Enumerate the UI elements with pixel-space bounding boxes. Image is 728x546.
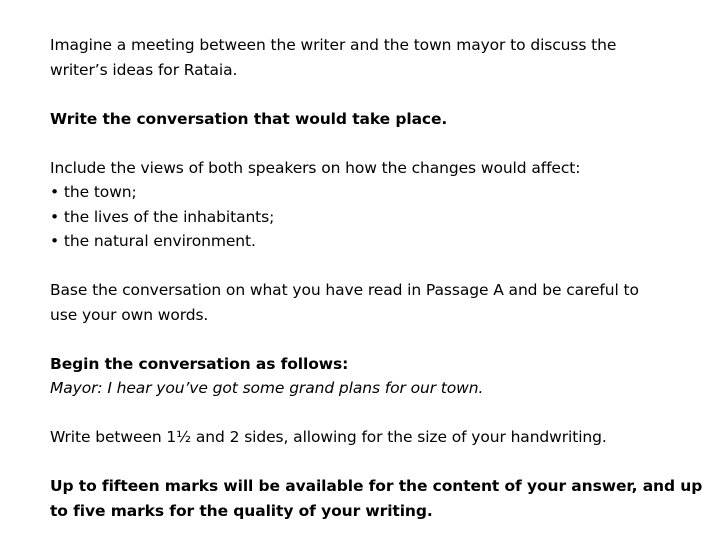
begin-heading: Begin the conversation as follows: [50,354,349,373]
bullet-item: • the lives of the inhabitants; [50,207,275,226]
base-line: Base the conversation on what you have read in Passage A and be careful to [50,281,639,299]
task-line: Write the conversation that would take place. [50,109,448,128]
base-paragraph [50,278,708,327]
bullet-item: • the natural environment. [50,232,256,250]
intro-line: Imagine a meeting between the writer and the town mayor to discuss the [50,36,617,54]
include-paragraph [50,156,708,254]
length-paragraph [50,425,708,450]
include-heading: Include the views of both speakers on how the changes would affect: [50,158,581,177]
length-line: Write between 1½ and 2 sides, allowing for the size of your handwriting. [50,428,607,446]
begin-paragraph [50,352,708,401]
marks-line: to five marks for the quality of your writing. [50,501,433,520]
intro-line: writer’s ideas for Rataia. [50,60,238,79]
marks-line: Up to fifteen marks will be available for the content of your answer, and up [50,477,703,495]
intro-paragraph [50,33,708,82]
bullet-item: • the town; [50,183,137,201]
base-line: use your own words. [50,305,209,324]
task-instruction [50,107,708,132]
begin-quote: Mayor: I hear you’ve got some grand plans for our town. [50,379,484,397]
marks-paragraph [50,474,708,523]
